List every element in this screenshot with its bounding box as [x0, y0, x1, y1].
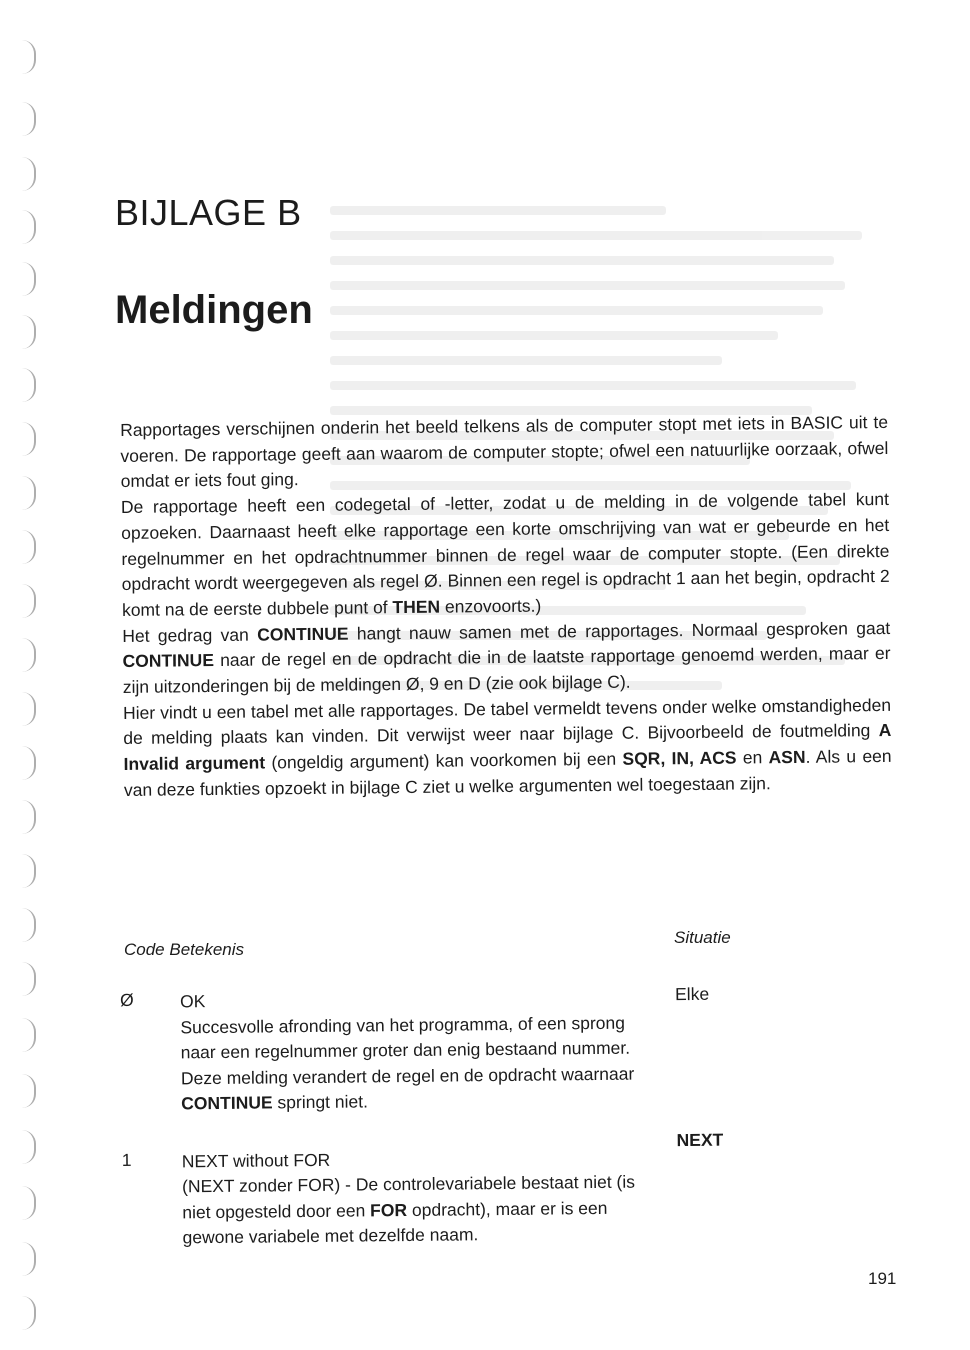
binding-hole: [22, 1296, 36, 1330]
intro-text-1: Rapportages verschijnen onderin het beeld telkens als de computer stopt met iets in BASIC uit te voeren. De rapportage geeft aan waarom de computer stopte; ofwel een natuurlijke oorzaak, ofwel omdat er iets fout ging.: [120, 411, 889, 492]
keyword-functions: SQR, IN, ACS: [622, 747, 737, 769]
intro-text-4c: en: [742, 747, 763, 768]
report-situation: NEXT: [676, 1129, 724, 1150]
column-header-situation: Situatie: [674, 928, 731, 947]
binding-hole: [22, 1018, 36, 1052]
binding-hole: [22, 102, 36, 136]
keyword-invalid-argument: A Invalid argument: [123, 720, 892, 775]
binding-hole: [22, 854, 36, 888]
keyword-then: THEN: [392, 596, 441, 618]
keyword-continue: CONTINUE: [257, 623, 349, 645]
binding-hole: [22, 1186, 36, 1220]
column-header-code-meaning: Code Betekenis: [124, 940, 245, 959]
intro-text-4a: Hier vindt u een tabel met alle rapportages. De tabel vermeldt tevens onder welke omstandigheden de melding plaats kan vinden. Dit verwijst weer naar bijlage C. Bijvoorbeeld de foutmelding: [122, 694, 892, 749]
intro-text-2-end: enzovoorts.): [444, 595, 542, 617]
report-description: [182, 1144, 653, 1251]
report-desc-text: (NEXT zonder FOR) - De controlevariabele bestaat niet (is niet opgesteld door een: [181, 1171, 636, 1222]
binding-hole: [22, 210, 36, 244]
page-number: 191: [868, 1269, 897, 1288]
report-code: Ø: [120, 989, 134, 1010]
keyword-continue: CONTINUE: [122, 650, 215, 672]
binding-hole: [22, 315, 36, 349]
report-desc-text-end: springt niet.: [277, 1091, 369, 1113]
binding-holes: [22, 40, 52, 1330]
table-row: [121, 1129, 883, 1252]
keyword-for: FOR: [370, 1199, 408, 1220]
binding-hole: [22, 1074, 36, 1108]
binding-hole: [22, 262, 36, 296]
intro-paragraph: [121, 487, 890, 624]
report-desc-text: Succesvolle afronding van het programma, of een sprong naar een regelnummer groter dan enig bestaand nummer. Deze melding verandert de regel en de opdracht waarnaar: [180, 1012, 635, 1088]
report-situation: Elke: [674, 983, 710, 1005]
binding-hole: [22, 530, 36, 564]
binding-hole: [22, 1130, 36, 1164]
intro-text-3c: naar de regel en de opdracht die in de laatste rapportage genoemd werden, maar er zijn uitzonderingen bij de meldingen Ø, 9 en D (zie ook bijlage C).: [122, 643, 891, 698]
binding-hole: [22, 584, 36, 618]
binding-hole: [22, 638, 36, 672]
report-table: [120, 982, 883, 1273]
binding-hole: [22, 422, 36, 456]
intro-text-3a: Het gedrag van: [122, 624, 249, 646]
binding-hole: [22, 746, 36, 780]
report-name: OK: [180, 991, 206, 1012]
binding-hole: [22, 962, 36, 996]
binding-hole: [22, 157, 36, 191]
keyword-continue: CONTINUE: [181, 1092, 273, 1114]
intro-paragraph: [122, 616, 891, 701]
page-title: Meldingen: [115, 288, 313, 332]
binding-hole: [22, 908, 36, 942]
keyword-asn: ASN: [768, 746, 806, 768]
binding-hole: [22, 800, 36, 834]
report-name: NEXT without FOR: [181, 1149, 331, 1171]
binding-hole: [22, 40, 36, 74]
intro-paragraph: [123, 693, 892, 804]
report-description: [180, 984, 651, 1116]
binding-hole: [22, 692, 36, 726]
binding-hole: [22, 368, 36, 402]
binding-hole: [22, 476, 36, 510]
intro-text: [120, 410, 892, 804]
report-desc-text-end: opdracht), maar er is een gewone variabele met dezelfde naam.: [182, 1197, 608, 1248]
intro-text-4d: . Als u een van deze funkties opzoekt in bijlage C ziet u welke argumenten wel toegestaan zijn.: [123, 746, 892, 800]
binding-hole: [22, 1242, 36, 1276]
report-code: 1: [121, 1149, 132, 1170]
table-row: [120, 982, 881, 1117]
chapter-label: BIJLAGE B: [115, 192, 302, 233]
intro-text-2: De rapportage heeft een codegetal of -letter, zodat u de melding in de volgende tabel kunt opzoeken. Daarnaast heeft elke rapportage een korte omschrijving van wat er gebeurde en het regelnummer en het opdrachtnummer binnen de regel waar de computer stopte. (Een direkte opdracht wordt weergegeven als regel Ø. Binnen een regel is opdracht 1 aan het begin, opdracht 2 komt na de eerste dubbele punt of: [120, 489, 890, 620]
intro-paragraph: [120, 410, 889, 495]
intro-text-4b: (ongeldig argument) kan voorkomen bij een: [271, 748, 617, 773]
intro-text-3b: hangt nauw samen met de rapportages. Normaal gesproken gaat: [356, 617, 891, 644]
